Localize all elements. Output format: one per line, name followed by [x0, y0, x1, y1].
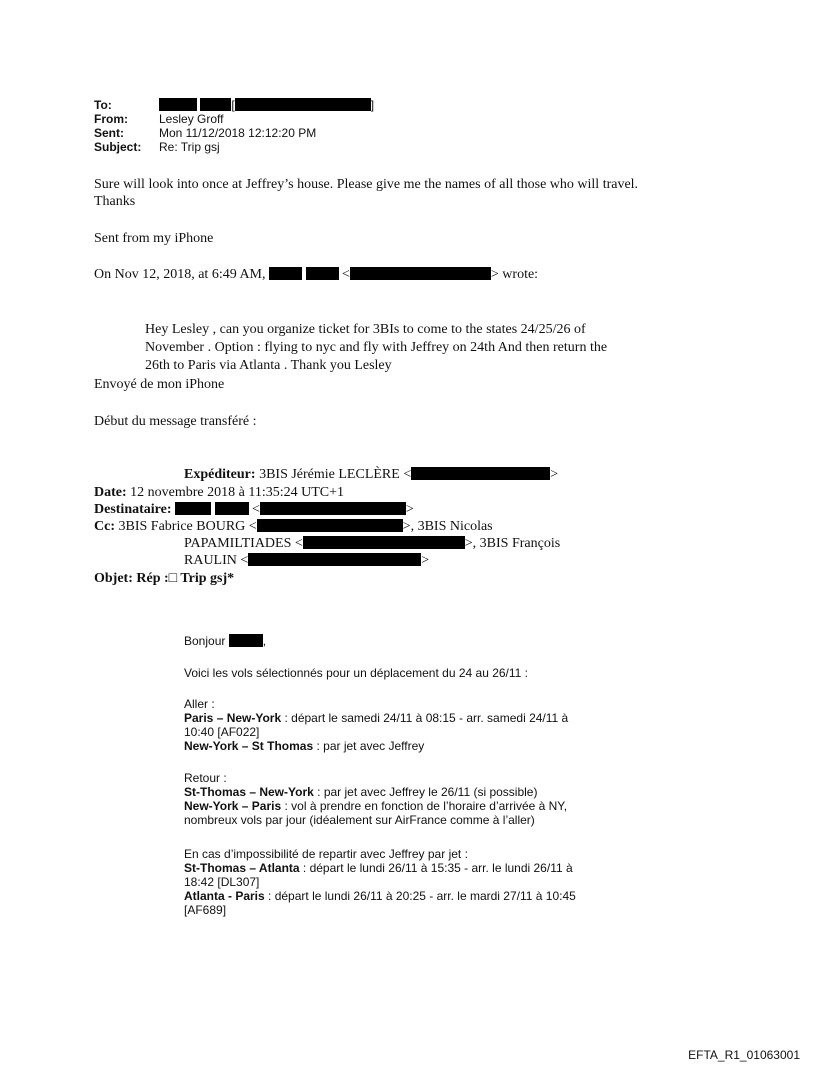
objet-line — [94, 571, 234, 587]
alt-line-2-cont: [AF689] — [184, 903, 227, 917]
redaction-bar — [260, 502, 406, 515]
cc-part: >, 3BIS Nicolas — [402, 519, 493, 534]
forward-header: Début du message transféré : — [94, 414, 257, 429]
route-label: New-York – St Thomas — [184, 739, 314, 753]
cc-part: >, 3BIS François — [464, 536, 561, 551]
route-detail: : par jet avec Jeffrey — [313, 739, 425, 753]
subject-line — [94, 141, 220, 154]
route-label: St-Thomas – New-York — [184, 785, 314, 799]
expediteur-value: 3BIS Jérémie LECLÈRE < — [259, 467, 412, 482]
cc-part: > — [421, 553, 430, 568]
to-bracket-close: ] — [370, 98, 375, 112]
redaction-bar — [215, 502, 249, 515]
to-bracket-open: [ — [231, 98, 235, 112]
quoted-line-1: Hey Lesley , can you organize ticket for 3BIs to come to the states 24/25/26 of — [145, 322, 586, 337]
quoted-signature: Envoyé de mon iPhone — [94, 377, 225, 392]
cc-line-3 — [184, 553, 429, 569]
aller-line-1 — [184, 711, 568, 725]
destinataire-label: Destinataire: — [94, 502, 172, 517]
redaction-bar — [269, 267, 302, 280]
sent-value: Mon 11/12/2018 12:12:20 PM — [159, 126, 317, 140]
destinataire-lt: < — [252, 502, 260, 517]
date-line — [94, 485, 344, 501]
destinataire-line — [94, 502, 414, 518]
redaction-bar — [248, 553, 421, 566]
quote-intro-lt: < — [342, 267, 350, 282]
quoted-line-3: 26th to Paris via Atlanta . Thank you Lesley — [145, 358, 392, 373]
cc-part: 3BIS Fabrice BOURG < — [118, 519, 257, 534]
cc-label: Cc: — [94, 519, 115, 534]
cc-part: RAULIN < — [184, 553, 249, 568]
objet-value: Trip gsj* — [177, 571, 235, 586]
retour-line-2 — [184, 799, 567, 813]
aller-line-1-cont: 10:40 [AF022] — [184, 725, 260, 739]
route-detail: : vol à prendre en fonction de l’horaire d’arrivée à NY, — [281, 799, 568, 813]
alt-line-1-cont: 18:42 [DL307] — [184, 875, 260, 889]
route-label: Atlanta - Paris — [184, 889, 265, 903]
redaction-bar — [159, 98, 197, 111]
redaction-bar — [306, 267, 339, 280]
expediteur-close: > — [550, 467, 559, 482]
reply-line-2: Thanks — [94, 194, 136, 209]
redaction-bar — [303, 536, 465, 549]
greeting-text: Bonjour — [184, 634, 226, 648]
quote-intro-wrote: > wrote: — [490, 267, 539, 282]
date-value: 12 novembre 2018 à 11:35:24 UTC+1 — [130, 485, 345, 500]
expediteur-label: Expéditeur: — [184, 467, 256, 482]
redaction-bar — [229, 634, 263, 647]
cc-line — [94, 519, 493, 535]
route-detail: : départ le lundi 26/11 à 20:25 - arr. le mardi 27/11 à 10:45 — [264, 889, 576, 903]
redaction-bar — [411, 467, 550, 480]
redaction-bar — [235, 98, 371, 111]
redaction-bar — [200, 98, 231, 111]
redaction-bar — [257, 519, 403, 532]
to-line — [94, 98, 374, 112]
objet-label: Objet: Rép : — [94, 571, 169, 586]
quote-intro — [94, 266, 538, 283]
aller-title: Aller : — [184, 697, 215, 711]
retour-title: Retour : — [184, 771, 227, 785]
objet-box-glyph: □ — [168, 571, 178, 586]
retour-line-1 — [184, 785, 537, 799]
subject-value: Re: Trip gsj — [159, 140, 220, 154]
date-label: Date: — [94, 485, 127, 500]
greeting — [184, 634, 266, 648]
sent-line — [94, 127, 316, 140]
subject-label: Subject: — [94, 140, 142, 154]
document-id: EFTA_R1_01063001 — [688, 1048, 800, 1062]
destinataire-gt: > — [405, 502, 414, 517]
cc-part: PAPAMILTIADES < — [184, 536, 303, 551]
from-value: Lesley Groff — [159, 112, 224, 126]
cc-line-2 — [184, 536, 560, 552]
from-label: From: — [94, 112, 128, 126]
expediteur-line — [184, 467, 558, 483]
quoted-line-2: November . Option : flying to nyc and fly with Jeffrey on 24th And then return the — [145, 340, 608, 355]
quote-intro-text: On Nov 12, 2018, at 6:49 AM, — [94, 267, 266, 282]
route-detail: : départ le lundi 26/11 à 15:35 - arr. le lundi 26/11 à — [299, 861, 573, 875]
redaction-bar — [350, 267, 491, 280]
route-label: New-York – Paris — [184, 799, 282, 813]
route-detail: : par jet avec Jeffrey le 26/11 (si possible) — [313, 785, 538, 799]
intro: Voici les vols sélectionnés pour un déplacement du 24 au 26/11 : — [184, 666, 529, 680]
greeting-comma: , — [262, 634, 267, 648]
alt-line-1 — [184, 861, 573, 875]
reply-signature: Sent from my iPhone — [94, 231, 214, 246]
aller-line-2 — [184, 739, 424, 753]
from-line — [94, 113, 223, 126]
alt-title: En cas d’impossibilité de repartir avec Jeffrey par jet : — [184, 847, 468, 861]
reply-line-1: Sure will look into once at Jeffrey’s house. Please give me the names of all those who will travel. — [94, 177, 639, 192]
route-label: Paris – New-York — [184, 711, 282, 725]
route-label: St-Thomas – Atlanta — [184, 861, 300, 875]
alt-line-2 — [184, 889, 576, 903]
sent-label: Sent: — [94, 126, 124, 140]
route-detail: : départ le samedi 24/11 à 08:15 - arr. samedi 24/11 à — [281, 711, 569, 725]
to-label: To: — [94, 98, 112, 112]
redaction-bar — [175, 502, 211, 515]
retour-line-2-cont: nombreux vols par jour (idéalement sur AirFrance comme à l’aller) — [184, 813, 535, 827]
